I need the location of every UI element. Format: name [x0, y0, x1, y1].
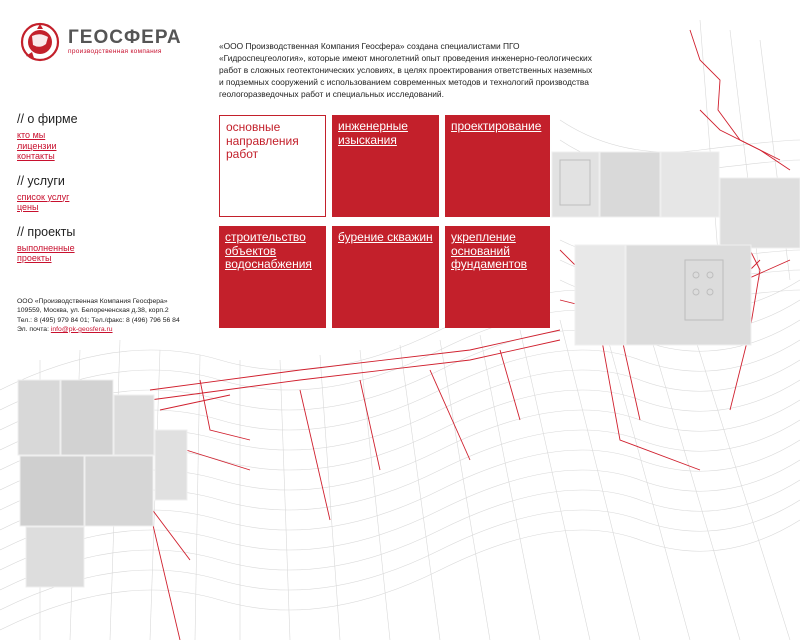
brand-name: ГЕОСФЕРА — [68, 27, 182, 48]
contacts-phones: Тел.: 8 (495) 979 84 01; Тел./факс: 8 (496) 796 56 84 — [17, 316, 180, 324]
nav-group-services — [17, 174, 177, 213]
nav-heading-services[interactable]: // услуги — [17, 173, 65, 188]
contacts-email-label: Эл. почта: — [17, 325, 49, 333]
tile-label: инженерные изыскания — [338, 119, 408, 147]
tile-label: проектирование — [451, 119, 542, 133]
tile-label: бурение скважин — [338, 230, 433, 244]
contacts-email-link[interactable]: info@pk-geosfera.ru — [50, 325, 113, 333]
nav-link-services-list[interactable]: список услуг — [17, 191, 70, 202]
nav-group-about — [17, 112, 177, 162]
tile-water-supply-construction[interactable] — [219, 226, 326, 328]
nav-link-completed-projects[interactable]: выполненные проекты — [17, 242, 75, 263]
contacts-block — [17, 297, 207, 334]
sidebar-nav — [17, 112, 177, 276]
service-tiles — [219, 115, 550, 328]
contacts-email-row — [17, 325, 207, 334]
tile-well-drilling[interactable] — [332, 226, 439, 328]
contacts-address: 109559, Москва, ул. Белореченская д.38, корп.2 — [17, 307, 169, 315]
tile-label: основные направления работ — [226, 120, 299, 161]
nav-link-prices[interactable]: цены — [17, 202, 39, 212]
tile-design[interactable] — [445, 115, 550, 217]
tile-label: строительство объектов водоснабжения — [225, 230, 312, 271]
nav-link-licenses[interactable]: лицензии — [17, 140, 57, 151]
nav-heading-about[interactable]: // о фирме — [17, 112, 78, 126]
intro-text: «ООО Производственная Компания Геосфера» создана специалистами ПГО «Гидроспецгеология», которые имеют многолетний опыт проведения инженерно-геологических работ в сложных геотектонических условиях, в целях проектирования ответственных наземных и подземных сооружений с использованием современных методов и технологий производства геологоразведочных работ и специальных исследований. — [219, 41, 593, 99]
brand-tagline: производственная компания — [68, 48, 162, 55]
nav-link-contacts[interactable]: контакты — [17, 151, 55, 161]
tile-main-directions[interactable] — [219, 115, 326, 217]
nav-group-projects — [17, 225, 177, 264]
tile-engineering-surveys[interactable] — [332, 115, 439, 217]
nav-link-who-we-are[interactable]: кто мы — [17, 130, 46, 140]
company-logo[interactable] — [18, 22, 182, 62]
tile-foundation-strengthening[interactable] — [445, 226, 550, 328]
globe-logo-icon — [18, 22, 62, 62]
tile-label: укрепление оснований фундаментов — [451, 230, 528, 271]
contacts-company: ООО «Производственная Компания Геосфера» — [17, 298, 168, 305]
nav-heading-projects[interactable]: // проекты — [17, 224, 76, 239]
